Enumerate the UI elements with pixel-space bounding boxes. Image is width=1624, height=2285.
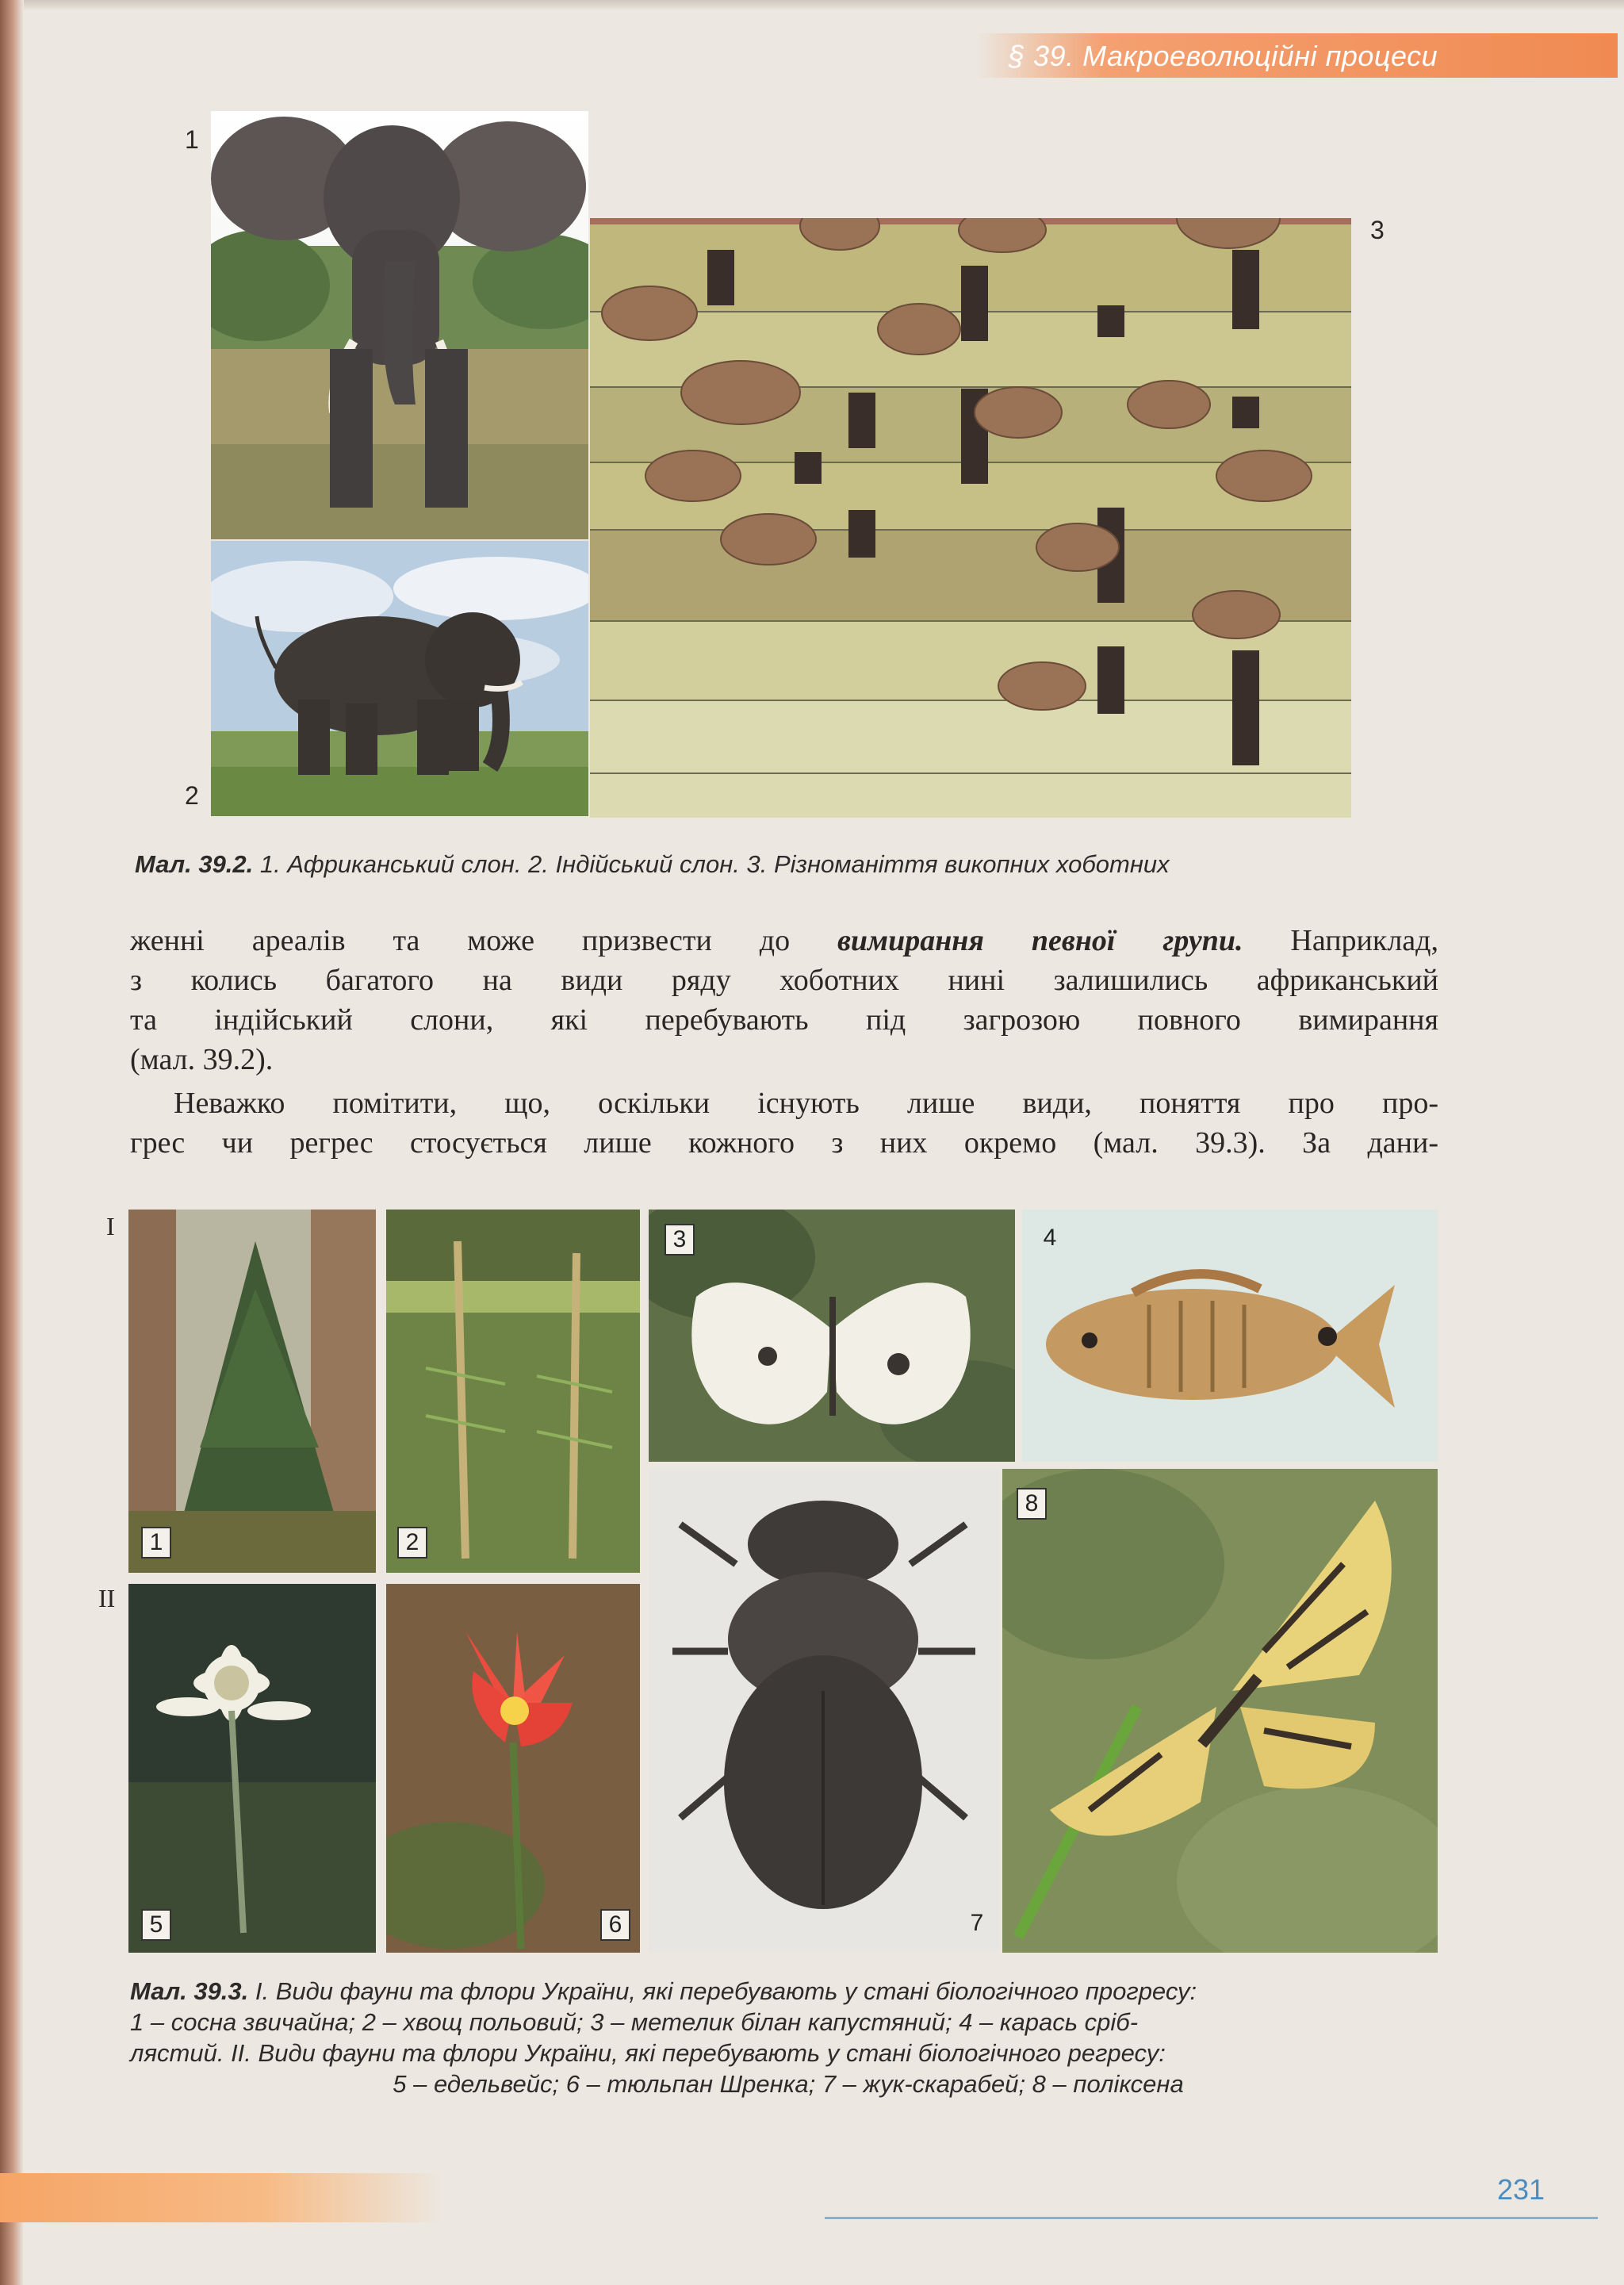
- body-paragraph-1: [130, 921, 1438, 1079]
- figure-39-3-caption-line-2: 1 – сосна звичайна; 2 – хвощ польовий; 3 – метелик білан капустяний; 4 – карась сріб-: [130, 2008, 1139, 2036]
- running-head: [975, 33, 1618, 78]
- paragraph-1-line-2: з колись багатого на види ряду хоботних нині залишились африканський: [130, 964, 1438, 997]
- paragraph-1-line-4: (мал. 39.2).: [130, 1043, 274, 1076]
- extinction-term: вимирання певної групи.: [837, 924, 1243, 957]
- tile-number-4: 4: [1043, 1225, 1057, 1251]
- tile-number-1: 1: [141, 1527, 171, 1558]
- group-label-II: II: [98, 1584, 116, 1612]
- paragraph-1-line-1-start: женні ареалів та може призвести до: [130, 924, 837, 957]
- page-top-edge: [0, 0, 1624, 11]
- page-binding-edge: [0, 0, 24, 2285]
- cabbage-butterfly-photo: [649, 1210, 1015, 1462]
- polyxena-butterfly-photo: [1002, 1469, 1438, 1953]
- figure-label-3: 3: [1370, 216, 1385, 244]
- figure-label-1: 1: [185, 125, 199, 154]
- paragraph-1-line-3: та індійський слони, які перебувають під загрозою повного вимирання: [130, 1003, 1438, 1037]
- tile-number-2: 2: [397, 1527, 427, 1558]
- scots-pine-photo: [128, 1210, 376, 1573]
- figure-39-2-caption-number: Мал. 39.2.: [135, 850, 254, 878]
- figure-39-3-caption-line-3: лястий. II. Види фауни та флори України, які перебувають у стані біологічного регресу:: [130, 2039, 1166, 2067]
- running-head-text: § 39. Макроеволюційні процеси: [1009, 40, 1438, 72]
- footer-rule: [825, 2217, 1598, 2219]
- paragraph-1-line-1-end: Наприклад,: [1243, 924, 1438, 957]
- body-paragraph-2: [130, 1083, 1438, 1163]
- figure-39-3-caption-number: Мал. 39.3.: [130, 1977, 249, 2005]
- footer-accent-bar: [0, 2173, 444, 2222]
- figure-39-3-caption: [130, 1976, 1446, 2099]
- figure-39-3-caption-line-1-text: I. Види фауни та флори України, які перебувають у стані біологічного прогресу:: [255, 1977, 1197, 2005]
- tile-number-6: 6: [600, 1909, 630, 1941]
- field-horsetail-photo: [386, 1210, 640, 1573]
- tile-number-7: 7: [970, 1910, 984, 1936]
- paragraph-2-line-1: Неважко помітити, що, оскільки існують лише види, поняття про про-: [174, 1087, 1438, 1120]
- page-number: 231: [1497, 2173, 1545, 2206]
- edelweiss-photo: [128, 1584, 376, 1953]
- figure-39-2-caption-text: 1. Африканський слон. 2. Індійський слон. 3. Різноманіття викопних хоботних: [259, 850, 1170, 878]
- scarab-beetle-photo: [649, 1469, 999, 1953]
- fossil-proboscidea-chart: [590, 218, 1351, 818]
- schrenk-tulip-photo: [386, 1584, 640, 1953]
- tile-number-8: 8: [1017, 1488, 1047, 1520]
- figure-39-2-caption: [135, 849, 1483, 880]
- figure-39-3-caption-line-4: 5 – едельвейс; 6 – тюльпан Шренка; 7 – жук-скарабей; 8 – поліксена: [393, 2070, 1184, 2098]
- indian-elephant-photo: [211, 541, 588, 816]
- figure-label-2: 2: [185, 781, 199, 810]
- paragraph-2-line-2: грес чи регрес стосується лише кожного з них окремо (мал. 39.3). За дани-: [130, 1126, 1438, 1160]
- paragraph-1-line-1: [130, 921, 1438, 960]
- african-elephant-photo: [211, 111, 588, 539]
- group-label-I: I: [106, 1212, 115, 1240]
- figure-39-3-caption-line-1: [130, 1976, 1446, 2007]
- crucian-carp-illustration: [1022, 1210, 1438, 1462]
- tile-number-3: 3: [665, 1224, 695, 1256]
- tile-number-5: 5: [141, 1909, 171, 1941]
